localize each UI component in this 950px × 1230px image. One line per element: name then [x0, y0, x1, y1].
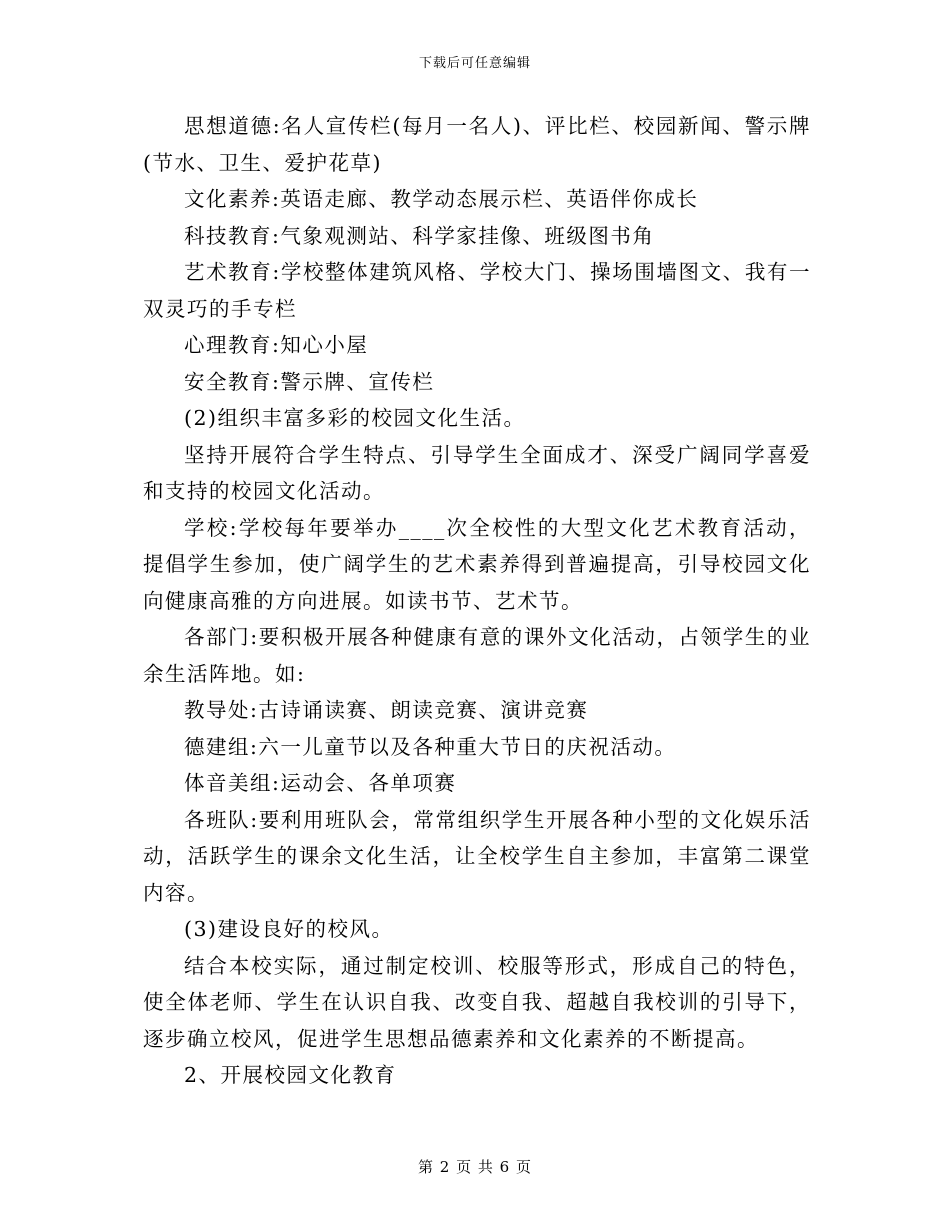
- section-heading-3: (3)建设良好的校风。: [184, 917, 394, 941]
- paragraph-art-education: 艺术教育:学校整体建筑风格、学校大门、操场围墙图文、我有一双灵巧的手专栏: [143, 260, 811, 321]
- paragraph-moral-group: 德建组:六一儿童节以及各种重大节日的庆祝活动。: [184, 734, 677, 759]
- paragraph-science-education: 科技教育:气象观测站、科学家挂像、班级图书角: [184, 223, 655, 248]
- paragraph-moral-education: 思想道德:名人宣传栏(每月一名人)、评比栏、校园新闻、警示牌(节水、卫生、爱护花草): [143, 114, 811, 175]
- section-heading-2: (2)组织丰富多彩的校园文化生活。: [184, 406, 526, 430]
- paragraph-pe-music-art-group: 体音美组:运动会、各单项赛: [184, 771, 457, 795]
- paragraph-psychology-education: 心理教育:知心小屋: [184, 333, 369, 357]
- paragraph-safety-education: 安全教育:警示牌、宣传栏: [184, 369, 435, 394]
- section-heading-part-2: 2、开展校园文化教育: [184, 1063, 397, 1087]
- paragraph-school-spirit: 结合本校实际，通过制定校训、校服等形式，形成自己的特色，使全体老师、学生在认识自我、改变自我、超越自我校训的引导下，逐步确立校风，促进学生思想品德素养和文化素养的不断提高。: [143, 953, 811, 1051]
- document-body: [143, 108, 811, 1094]
- paragraph-class-teams: 各班队:要利用班队会，常常组织学生开展各种小型的文化娱乐活动，活跃学生的课余文化生活，让全校学生自主参加，丰富第二课堂内容。: [143, 807, 811, 905]
- paragraph-departments: 各部门:要积极开展各种健康有意的课外文化活动，占领学生的业余生活阵地。如:: [143, 625, 811, 686]
- page-header-note: 下载后可任意编辑: [418, 56, 531, 71]
- paragraph-teaching-office: 教导处:古诗诵读赛、朗读竞赛、演讲竞赛: [184, 698, 589, 722]
- paragraph-campus-activities: 坚持开展符合学生特点、引导学生全面成才、深受广阔同学喜爱和支持的校园文化活动。: [143, 442, 811, 503]
- paragraph-cultural-literacy: 文化素养:英语走廊、教学动态展示栏、英语伴你成长: [184, 187, 699, 211]
- page-number: 第 2 页 共 6 页: [418, 1158, 532, 1176]
- paragraph-school: 学校:学校每年要举办____次全校性的大型文化艺术教育活动，提倡学生参加，使广阔学生的艺术素养得到普遍提高，引导校园文化向健康高雅的方向进展。如读书节、艺术节。: [143, 515, 811, 613]
